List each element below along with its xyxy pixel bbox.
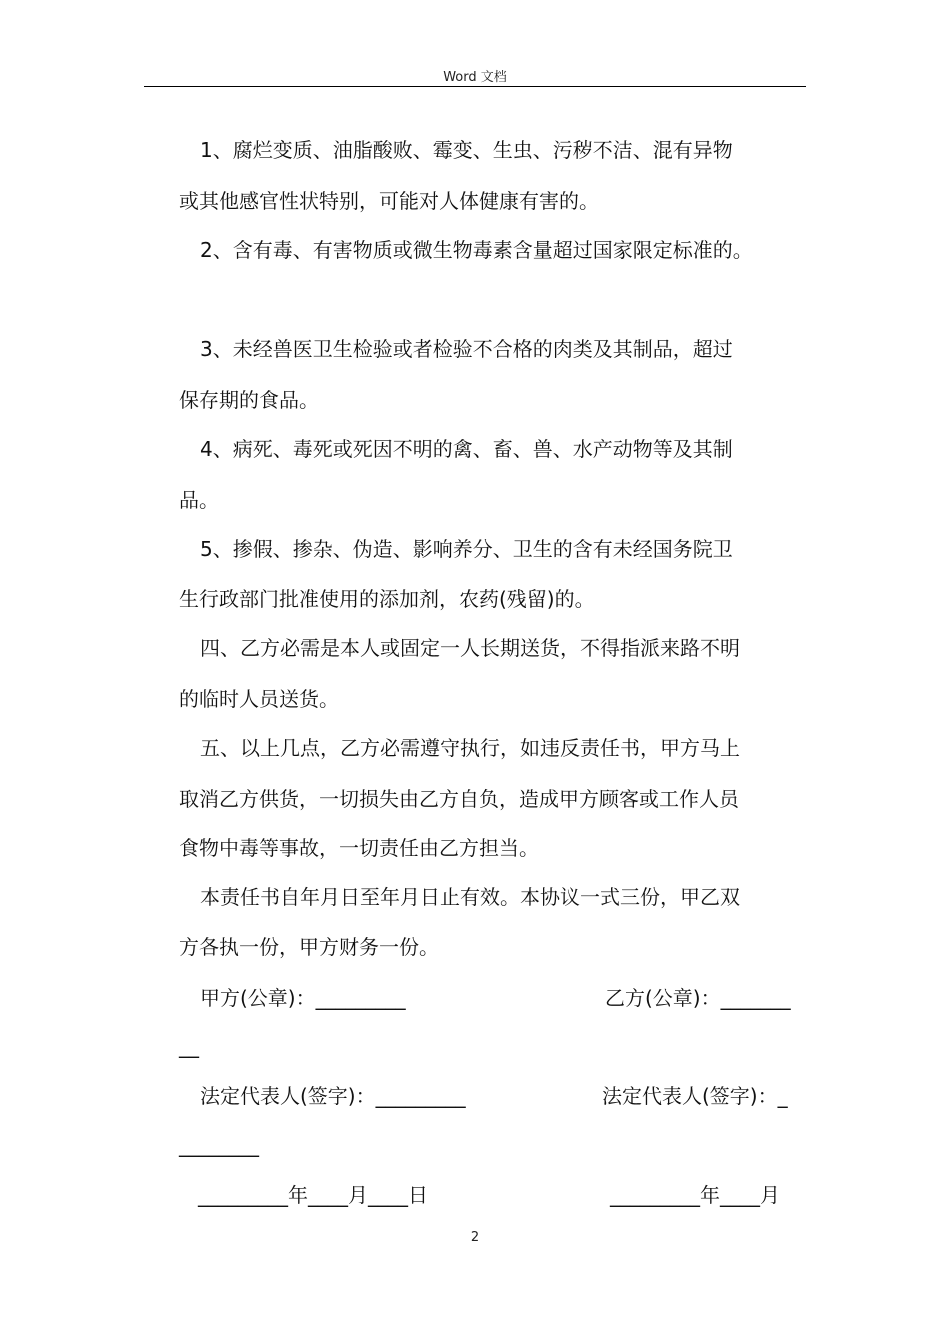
item-1-line-1: 1、腐烂变质、油脂酸败、霉变、生虫、污秽不洁、混有异物	[200, 138, 733, 162]
item-5-line-2: 生行政部门批准使用的添加剂，农药(残留)的。	[179, 587, 595, 611]
item-1-line-2: 或其他感官性状特别，可能对人体健康有害的。	[179, 189, 599, 213]
clause-5-line-3: 食物中毒等事故，一切责任由乙方担当。	[179, 836, 539, 860]
clause-4-line-2: 的临时人员送货。	[179, 687, 339, 711]
item-3-line-2: 保存期的食品。	[179, 388, 319, 412]
party-b-seal-wrap: __	[179, 1034, 199, 1058]
party-a-representative: 法定代表人(签字)：_________	[200, 1084, 466, 1108]
header-divider	[144, 86, 806, 87]
clause-5-line-1: 五、以上几点，乙方必需遵守执行，如违反责任书，甲方马上	[200, 736, 740, 760]
header-title: Word 文档	[443, 70, 507, 85]
party-b-representative-wrap: ________	[179, 1133, 259, 1157]
validity-line-2: 方各执一份，甲方财务一份。	[179, 935, 439, 959]
item-4-line-2: 品。	[179, 488, 219, 512]
validity-line-1: 本责任书自年月日至年月日止有效。本协议一式三份，甲乙双	[200, 885, 740, 909]
party-b-date: _________年____月	[610, 1183, 780, 1207]
party-b-representative: 法定代表人(签字)：_	[602, 1084, 788, 1108]
page-number: 2	[470, 1230, 480, 1245]
item-2-line-1: 2、含有毒、有害物质或微生物毒素含量超过国家限定标准的。	[200, 238, 753, 262]
clause-4-line-1: 四、乙方必需是本人或固定一人长期送货，不得指派来路不明	[200, 636, 740, 660]
item-4-line-1: 4、病死、毒死或死因不明的禽、畜、兽、水产动物等及其制	[200, 437, 733, 461]
item-5-line-1: 5、掺假、掺杂、伪造、影响养分、卫生的含有未经国务院卫	[200, 537, 733, 561]
party-b-seal: 乙方(公章)：_______	[605, 986, 791, 1010]
clause-5-line-2: 取消乙方供货，一切损失由乙方自负，造成甲方顾客或工作人员	[179, 787, 739, 811]
party-a-date: _________年____月____日	[198, 1183, 428, 1207]
item-3-line-1: 3、未经兽医卫生检验或者检验不合格的肉类及其制品，超过	[200, 337, 733, 361]
party-a-seal: 甲方(公章)：_________	[200, 986, 406, 1010]
